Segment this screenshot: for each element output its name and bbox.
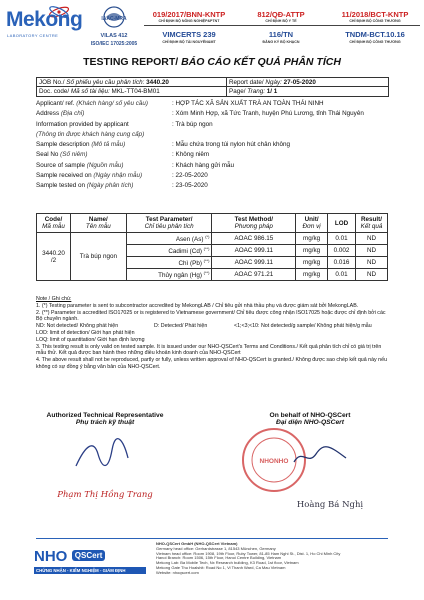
page-label-vi: Trang:	[247, 88, 265, 95]
job-number: 3440.20	[146, 79, 169, 86]
footer	[0, 538, 424, 600]
method: AOAC 999.11	[212, 257, 296, 269]
result: ND	[356, 269, 388, 281]
info-row: Seal No (Số niêm) : Không niêm	[36, 151, 210, 159]
note-item: 2. (**) Parameter is accredited ISO17025 or is registered to Vietnamese government/ Chỉ tiêu được công nhận ISO17025 hoặc được chỉ định bởi các Bộ chuyên ngành.	[36, 309, 386, 323]
info-row: Sample description (Mô tả mẫu) : Mẫu chứa trong túi nylon hút chân không	[36, 141, 290, 149]
info-label-vi: (Ngày phân tích)	[86, 182, 134, 190]
certifications	[142, 10, 422, 54]
unit: mg/kg	[296, 233, 328, 245]
lod: 0.01	[328, 233, 356, 245]
footer-contact	[156, 542, 388, 576]
col-header-lod	[328, 214, 356, 233]
note-item: 1. (*) Testing parameter is sent to subcontractor accredited by MekongLAB / Chỉ tiêu gửi nhà thầu phụ và được giám sát bởi MekongLAB.	[36, 302, 359, 309]
note-item: 3. This testing result is only valid on tested sample. It is issued under our NHO-QSCert's Terms and Conditions./ Kết quả phân tích chỉ có giá trị trên mẫu thử. Kết quả được ban hành theo những điều khoản kinh doanh của NHO-QSCert	[36, 343, 382, 357]
cert-sub: CHỈ ĐỊNH BỘ NÔNG NGHIỆP&PTNT	[158, 19, 220, 23]
cert-sub: CHỈ ĐỊNH BỘ CÔNG THƯƠNG	[349, 19, 401, 23]
report-date: 27-05-2020	[283, 79, 316, 86]
result: ND	[356, 233, 388, 245]
lod: 0.016	[328, 257, 356, 269]
signature-right-title-vi: Đại diện NHO-QSCert	[276, 419, 344, 426]
header-en: Test Parameter/	[145, 216, 193, 223]
info-row: Address (Địa chỉ) : Xóm Minh Hợp, xã Tức Tranh, huyện Phú Lương, tỉnh Thái Nguyên	[36, 110, 364, 118]
note-item: ND: Not detected/ Không phát hiện	[36, 323, 119, 330]
job-label: JOB No./	[39, 79, 65, 86]
address-value: Xóm Minh Hợp, xã Tức Tranh, huyện Phú Lương, tỉnh Thái Nguyên	[175, 110, 364, 118]
info-row: Source of sample (Nguồn mẫu) : Khách hàng gửi mẫu	[36, 161, 234, 169]
info-row: Sample tested on (Ngày phân tích) : 23-05-2020	[36, 182, 208, 190]
header-vi: Phương pháp	[234, 223, 273, 230]
logo-text: Mekong	[6, 8, 83, 31]
lod: 0.002	[328, 245, 356, 257]
cert-code: 812/QĐ-ATTP	[257, 10, 305, 19]
signature-scribble-icon	[72, 436, 132, 476]
parameter: Thủy ngân (Hg)	[158, 272, 202, 280]
header-en: Unit/	[304, 216, 319, 223]
signature-left	[30, 412, 180, 522]
received-date-value: 22-05-2020	[175, 172, 208, 180]
col-header-result	[356, 214, 388, 233]
info-label-vi: (Thông tin được khách hàng cung cấp)	[36, 130, 145, 138]
footer-tagline: CHỨNG NHẬN - KIỂM NGHIỆM - GIÁM ĐỊNH	[34, 567, 146, 574]
doc-code: MKL-TT04-BM01	[111, 88, 160, 95]
job-info-box	[36, 77, 389, 97]
unit: mg/kg	[296, 269, 328, 281]
header-en: Name/	[88, 216, 108, 223]
info-label: Seal No	[36, 151, 59, 159]
divider	[144, 25, 420, 26]
header-en: Result/	[361, 216, 382, 223]
results-table	[36, 213, 388, 281]
info-row: Applicant/ ref. (Khách hàng/ số yêu cầu) : HỢP TÁC XÃ SẢN XUẤT TRÀ AN TOÀN THÁI NINH	[36, 100, 324, 107]
sample-code: 3440.20 /2	[37, 233, 71, 281]
parameter-mark: (**)	[203, 269, 210, 275]
table-header-row	[37, 214, 388, 233]
signature-right-name: Hoàng Bá Nghị	[296, 500, 364, 510]
seal-value: Không niêm	[175, 151, 210, 159]
report-date-label: Report date/	[229, 79, 264, 86]
note-legend-row	[36, 323, 388, 330]
info-label: Information provided by applicant	[36, 120, 129, 128]
signature-right-title: On behalf of NHO-QSCert	[269, 412, 351, 419]
cert-sub: CHỈ ĐỊNH BỘ CÔNG THƯƠNG	[349, 40, 401, 44]
note-item: 4. The above result shall not be reproduced, partly or fully, unless written approval of NHO-QSCert is granted./ Không được sao chép kết quả này nếu không có sự đồng ý bằng văn bản của NHO-QSCert.	[36, 357, 388, 370]
cert-sub: CHỈ ĐỊNH BỘ TÀI NGUYÊN&MT	[162, 40, 216, 44]
footer-line: NHO-QSCert GmbH (NHO-QSCert Vietnam)	[156, 541, 238, 546]
header-vi: Đơn vị	[302, 223, 321, 230]
tested-date-value: 23-05-2020	[175, 182, 208, 190]
page-label: Page/	[229, 88, 246, 95]
footer-line: Mekong Gate Thu Hoalshit: Road No 1, Vi Thanh Ward, Ca Mau Vietnam	[156, 564, 286, 570]
parameter: Asen (As)	[175, 236, 204, 244]
signature-right	[220, 412, 400, 522]
parameter: Chì (Pb)	[178, 260, 202, 268]
accreditation-mra: IAAC-MRA	[101, 16, 127, 22]
report-title	[0, 56, 424, 68]
info-row	[36, 130, 388, 140]
info-label: Applicant/ ref.	[36, 100, 75, 107]
job-label-vi: Số phiếu yêu cầu phân tích:	[66, 79, 145, 86]
footer-line: Hanoi Branch: Room 1506, 15th Floor, Hanoi Centre Building, Vietnam	[156, 555, 282, 561]
source-value: Khách hàng gửi mẫu	[175, 161, 234, 169]
method: AOAC 986.15	[212, 233, 296, 245]
footer-line: Vietnam head office: Room 1908, 19th Floor, Ruby Tower, 81-85 Ham Nghi St., Dist. 1, Ho Chi Minh City	[156, 550, 341, 556]
signature-left-title: Authorized Technical Representative	[46, 412, 164, 419]
note-item: <1;<3;<10: Not detected/g sample/ Không phát hiện/g mẫu	[234, 323, 372, 330]
info-label: Sample tested on	[36, 182, 86, 190]
info-label: Address	[36, 110, 60, 118]
header-vi: Mã mẫu	[42, 223, 65, 230]
report-title-vi: BÁO CÁO KẾT QUẢ PHÂN TÍCH	[181, 56, 341, 68]
col-header-name	[70, 214, 126, 233]
sample-info	[36, 99, 388, 192]
sample-description-value: Mẫu chứa trong túi nylon hút chân không	[175, 141, 290, 149]
cert-code: 116/TN	[268, 30, 294, 39]
result: ND	[356, 257, 388, 269]
cert-code: VIMCERTS 239	[162, 30, 216, 39]
footer-logo	[34, 548, 146, 574]
header-en: Code/	[44, 216, 63, 223]
signature-left-name: Phạm Thị Hồng Trang	[57, 490, 153, 500]
signature-scribble-icon	[290, 442, 350, 472]
cert-sub: ĐĂNG KÝ BỘ KHẠCN	[262, 40, 300, 44]
info-label-vi: (Số niêm)	[60, 151, 88, 159]
footer-brand: NHO	[34, 548, 68, 565]
applicant-value: HỢP TÁC XÃ SẢN XUẤT TRÀ AN TOÀN THÁI NINH	[175, 100, 324, 107]
footer-line: Mekong Lab: Ba Mobile Tech, Nx Research building, K3 Road, 1st floor, Vietnam	[156, 560, 299, 566]
footer-line: Website: nhoqscert.com	[156, 569, 199, 575]
header-vi: Kết quả	[360, 223, 383, 230]
footer-brand-badge: QSCert	[72, 550, 106, 561]
method: AOAC 971.21	[212, 269, 296, 281]
parameter: Cadimi (Cd)	[168, 248, 202, 256]
info-label-vi: (Địa chỉ)	[60, 110, 85, 118]
parameter-mark: (*)	[205, 233, 210, 239]
accreditation-badge	[88, 6, 140, 52]
header-vi: Tên mẫu	[85, 223, 111, 230]
info-label-vi: (Khách hàng/ số yêu cầu)	[76, 100, 149, 107]
doc-code-label-vi: Mã số tài liệu:	[70, 88, 110, 95]
signature-left-title-vi: Phụ trách kỹ thuật	[75, 419, 135, 426]
info-row: Information provided by applicant : Trà búp ngon	[36, 120, 213, 128]
cert-code: 11/2018/BCT-KNTP	[341, 10, 409, 19]
accreditation-iso: ISO/IEC 17025:2005	[90, 41, 138, 47]
note-item: LOD: limit of detection/ Giới hạn phát hiện	[36, 329, 135, 336]
header-en: LOD	[334, 219, 349, 227]
unit: mg/kg	[296, 245, 328, 257]
cert-code: 019/2017/BNN-KNTP	[152, 10, 226, 19]
note-item: D: Detected/ Phát hiện	[154, 323, 208, 330]
method: AOAC 999.11	[212, 245, 296, 257]
info-label-vi: (Ngày nhận mẫu)	[93, 172, 143, 180]
footer-divider	[36, 538, 388, 539]
report-date-label-vi: Ngày:	[265, 79, 282, 86]
provided-info-value: Trà búp ngon	[175, 120, 213, 128]
report-title-en: TESTING REPORT/	[83, 56, 179, 68]
unit: mg/kg	[296, 257, 328, 269]
svg-text:NHONHO: NHONHO	[259, 458, 289, 465]
footer-line: Germany head office: Gerhardstrasse 1, 81543 München, Germany	[156, 545, 276, 551]
result: ND	[356, 245, 388, 257]
table-row	[37, 233, 388, 245]
doc-code-label: Doc. code/	[39, 88, 70, 95]
note-item: LOQ: limit of quantitation/ Giới hạn định lượng	[36, 336, 145, 343]
col-header-parameter	[126, 214, 212, 233]
header-vi: Chỉ tiêu phân tích	[144, 223, 194, 230]
col-header-method	[212, 214, 296, 233]
notes-section	[36, 296, 388, 371]
info-label: Source of sample	[36, 161, 86, 169]
info-label-vi: (Mô tả mẫu)	[91, 141, 126, 149]
accreditation-vilas: VILAS 412	[100, 33, 128, 39]
parameter-mark: (**)	[203, 245, 210, 251]
info-row: Sample received on (Ngày nhận mẫu) : 22-05-2020	[36, 172, 208, 180]
cert-code: TNDM-BCT.10.16	[345, 30, 405, 39]
lod: 0.01	[328, 269, 356, 281]
info-label: Sample received on	[36, 172, 92, 180]
notes-heading: Note / Ghi chú:	[36, 296, 72, 302]
info-label-vi: (Nguồn mẫu)	[86, 161, 124, 169]
lab-logo	[4, 4, 86, 44]
logo-subtitle: LABORATORY CENTRE	[7, 33, 59, 38]
parameter-mark: (**)	[203, 257, 210, 263]
info-label: Sample description	[36, 141, 90, 149]
cert-sub: CHỈ ĐỊNH BỘ Y TẾ	[265, 19, 297, 23]
page-number: 1/ 1	[266, 88, 278, 95]
header-en: Test Method/	[234, 216, 273, 223]
col-header-unit	[296, 214, 328, 233]
sample-name: Trà búp ngon	[70, 233, 126, 281]
col-header-code	[37, 214, 71, 233]
